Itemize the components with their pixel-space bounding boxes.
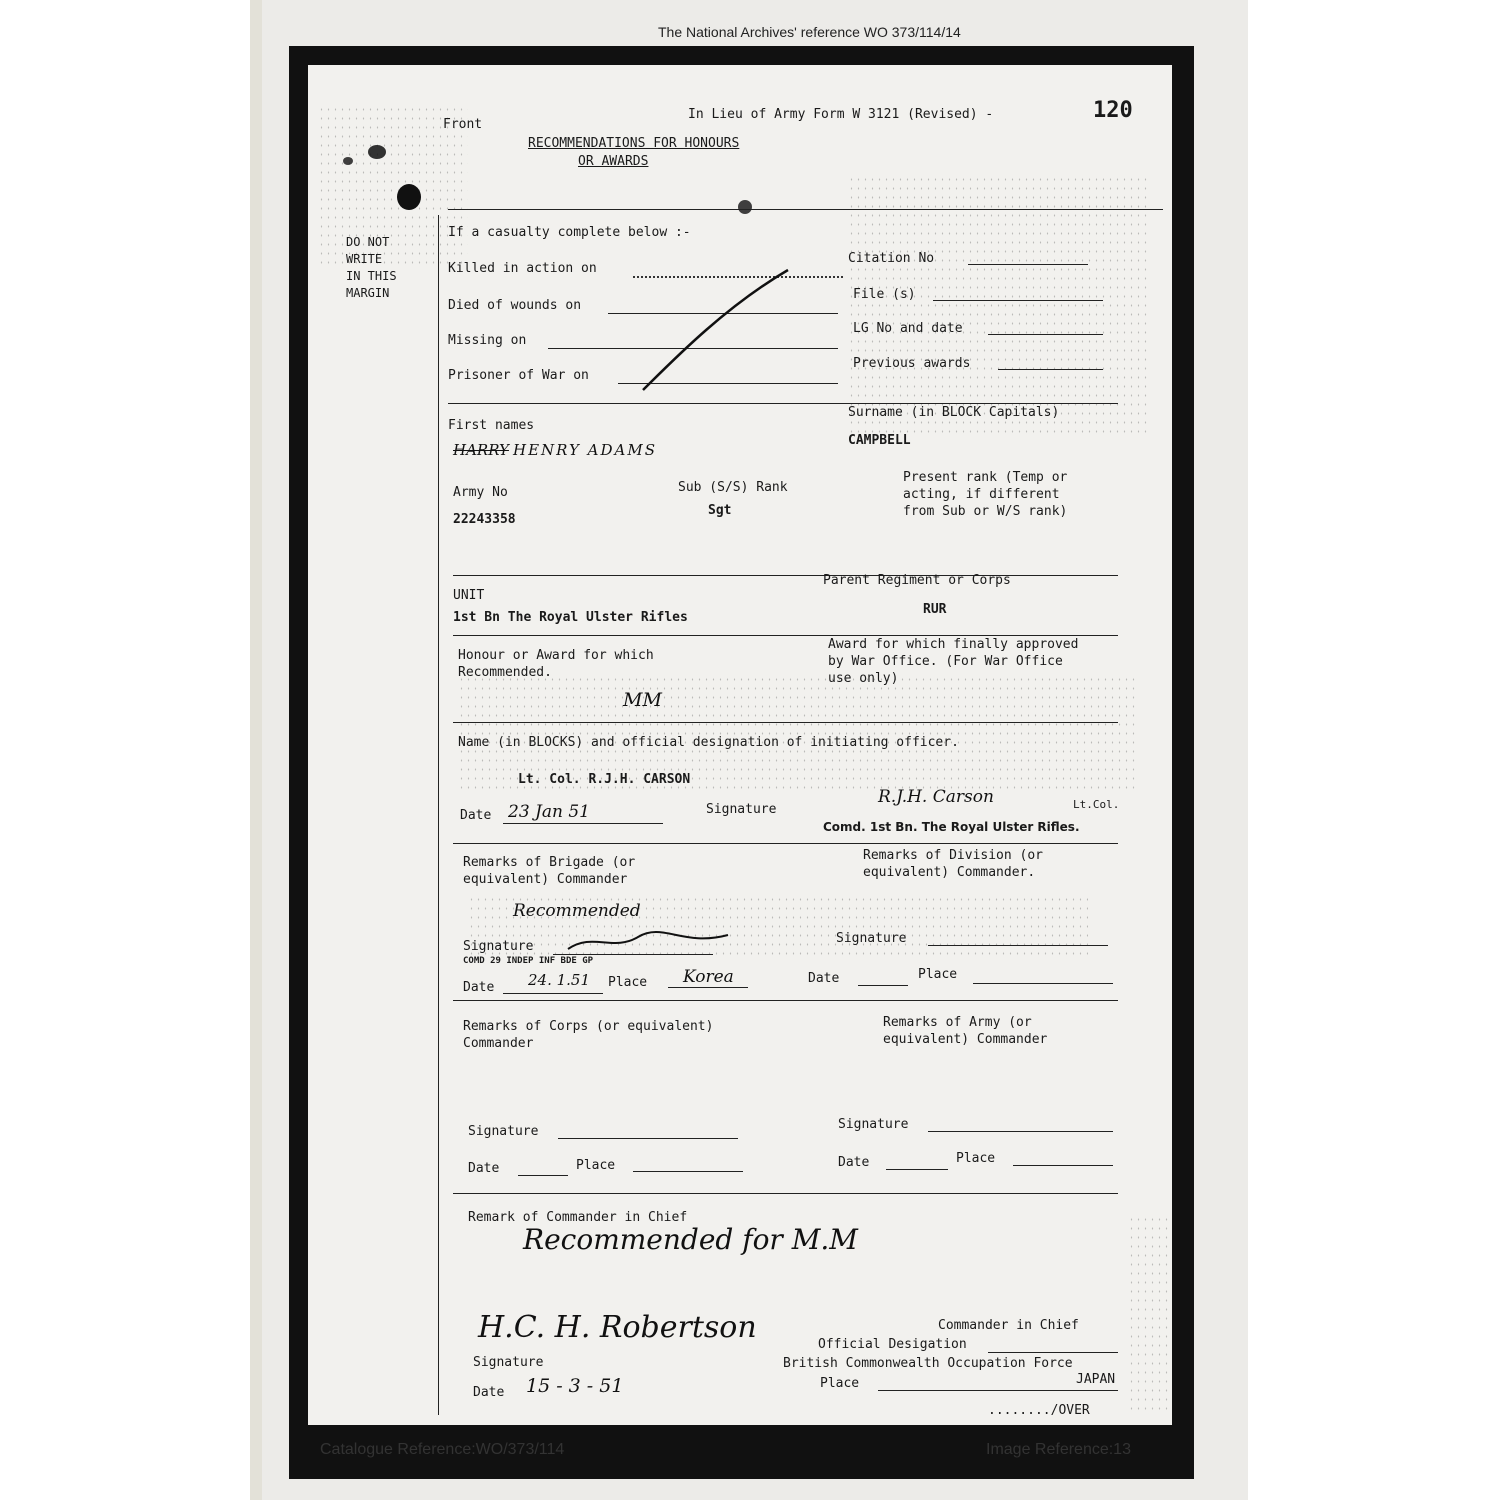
honour-label-2: Recommended. (458, 665, 552, 680)
ink-blot (368, 145, 386, 159)
rule (448, 403, 1118, 404)
corps-signature-label: Signature (468, 1124, 539, 1139)
margin-note-line: WRITE (346, 252, 383, 266)
field-line (518, 1175, 568, 1176)
field-line (668, 987, 748, 988)
army-no-label: Army No (453, 485, 508, 500)
signature-label: Signature (706, 802, 777, 817)
cinc-place-label: Place (820, 1376, 860, 1391)
field-line (988, 1352, 1118, 1353)
honour-label: Honour or Award for which (458, 648, 654, 663)
form-reference: In Lieu of Army Form W 3121 (Revised) - (688, 107, 994, 122)
over-note: ......../OVER (988, 1403, 1090, 1418)
field-line (988, 334, 1103, 335)
first-names-label: First names (448, 418, 535, 433)
image-reference: Image Reference:13 (986, 1441, 1131, 1458)
rank-value: Sgt (708, 503, 732, 518)
approved-label-2: by War Office. (For War Office (828, 654, 1063, 669)
margin-note-line: MARGIN (346, 286, 390, 300)
scan-noise (848, 175, 1148, 435)
field-line (928, 945, 1108, 946)
brigade-place-label: Place (608, 975, 648, 990)
division-remarks-label: Remarks of Division (or (863, 848, 1044, 863)
casualty-intro: If a casualty complete below :- (448, 225, 691, 240)
corps-place-label: Place (576, 1158, 616, 1173)
field-line (886, 1169, 948, 1170)
corps-remarks-label-2: Commander (463, 1036, 534, 1051)
rule (448, 209, 1163, 210)
rule (453, 843, 1118, 844)
form-title-line-2: OR AWARDS (578, 154, 649, 169)
previous-awards-label: Previous awards (853, 356, 971, 371)
margin-rule (438, 215, 439, 1415)
unit-label: UNIT (453, 588, 485, 603)
archive-reference: The National Archives' reference WO 373/114/14 (658, 24, 961, 40)
approved-label-3: use only) (828, 671, 899, 686)
margin-note-line: DO NOT (346, 235, 390, 249)
punch-hole-mark (397, 184, 421, 210)
field-line (973, 983, 1113, 984)
brigade-remark: Recommended (513, 901, 641, 921)
officer-signature: R.J.H. Carson (878, 787, 994, 807)
brigade-designation: COMD 29 INDEP INF BDE GP (463, 956, 594, 966)
army-remarks-label-2: equivalent) Commander (883, 1032, 1048, 1047)
signature-rank: Lt.Col. (1073, 798, 1120, 811)
corps-remarks-label: Remarks of Corps (or equivalent) (463, 1019, 714, 1034)
rule (453, 575, 1118, 576)
rule (453, 635, 1118, 636)
honour-value: MM (623, 689, 662, 711)
surname-label: Surname (in BLOCK Capitals) (848, 405, 1060, 420)
officer-designation: Comd. 1st Bn. The Royal Ulster Rifles. (823, 820, 1080, 834)
cinc-designation: British Commonwealth Occupation Force (783, 1356, 1073, 1371)
page-number: 120 (1093, 98, 1133, 123)
unit-value: 1st Bn The Royal Ulster Rifles (453, 610, 688, 625)
initiating-officer-value: Lt. Col. R.J.H. CARSON (518, 772, 691, 787)
catalogue-reference: Catalogue Reference:WO/373/114 (320, 1441, 565, 1458)
brigade-remarks-label-2: equivalent) Commander (463, 872, 628, 887)
cinc-title: Commander in Chief (938, 1318, 1079, 1333)
initiating-officer-label: Name (in BLOCKS) and official designation of initiating officer. (458, 735, 959, 750)
rule (453, 1000, 1118, 1001)
army-remarks-label: Remarks of Army (or (883, 1015, 1032, 1030)
cinc-remark: Recommended for M.M (523, 1223, 858, 1256)
ink-blot (343, 157, 353, 165)
army-place-label: Place (956, 1151, 996, 1166)
cinc-place-value: JAPAN (1076, 1372, 1116, 1387)
cinc-date-label: Date (473, 1385, 505, 1400)
pow-label: Prisoner of War on (448, 368, 589, 383)
parent-regiment-value: RUR (923, 602, 947, 617)
first-names-value: HENRY ADAMS (513, 441, 657, 459)
field-line (558, 1138, 738, 1139)
lg-label: LG No and date (853, 321, 963, 336)
cinc-signature: H.C. H. Robertson (478, 1310, 757, 1345)
army-date-label: Date (838, 1155, 870, 1170)
ink-blot (738, 200, 752, 214)
missing-label: Missing on (448, 333, 527, 348)
field-line (503, 993, 603, 994)
document-frame (289, 46, 1194, 1479)
brigade-place-value: Korea (683, 967, 734, 987)
field-line (968, 264, 1088, 265)
rank-label: Sub (S/S) Rank (678, 480, 788, 495)
files-label: File (s) (853, 287, 916, 302)
brigade-date-label: Date (463, 980, 495, 995)
surname-value: CAMPBELL (848, 433, 911, 448)
official-designation-label: Official Desigation (818, 1337, 967, 1352)
died-label: Died of wounds on (448, 298, 582, 313)
date-value: 23 Jan 51 (508, 802, 590, 822)
cinc-signature-label: Signature (473, 1355, 544, 1370)
field-line (928, 1131, 1113, 1132)
corps-date-label: Date (468, 1161, 500, 1176)
cinc-date-value: 15 - 3 - 51 (526, 1375, 624, 1397)
field-line (878, 1390, 1118, 1391)
strike-through-mark (638, 265, 798, 395)
rule (453, 722, 1118, 723)
scan-noise (1128, 1215, 1172, 1415)
field-line (633, 1171, 743, 1172)
brigade-signature-scrawl (563, 927, 733, 957)
present-rank-label: Present rank (Temp or (903, 470, 1068, 485)
division-place-label: Place (918, 967, 958, 982)
citation-label: Citation No (848, 251, 935, 266)
approved-label: Award for which finally approved (828, 637, 1079, 652)
margin-note-line: IN THIS (346, 269, 397, 283)
present-rank-label-3: from Sub or W/S rank) (903, 504, 1068, 519)
field-line (998, 369, 1103, 370)
division-signature-label: Signature (836, 931, 907, 946)
rule (453, 1193, 1118, 1194)
division-remarks-label-2: equivalent) Commander. (863, 865, 1036, 880)
field-line (503, 823, 663, 824)
first-name-crossed: HARRY (453, 441, 509, 459)
army-signature-label: Signature (838, 1117, 909, 1132)
killed-label: Killed in action on (448, 261, 597, 276)
date-label: Date (460, 808, 492, 823)
form-paper (308, 65, 1172, 1425)
present-rank-label-2: acting, if different (903, 487, 1060, 502)
cinc-remark-label: Remark of Commander in Chief (468, 1210, 688, 1225)
field-line (1013, 1165, 1113, 1166)
army-no-value: 22243358 (453, 512, 516, 527)
brigade-remarks-label: Remarks of Brigade (or (463, 855, 636, 870)
field-line (858, 985, 908, 986)
parent-regiment-label: Parent Regiment or Corps (823, 573, 1011, 588)
form-title: RECOMMENDATIONS FOR HONOURS (528, 136, 740, 151)
field-line (933, 300, 1103, 301)
brigade-date-value: 24. 1.51 (528, 971, 591, 989)
front-label: Front (443, 117, 483, 132)
division-date-label: Date (808, 971, 840, 986)
brigade-signature-label: Signature (463, 939, 534, 954)
